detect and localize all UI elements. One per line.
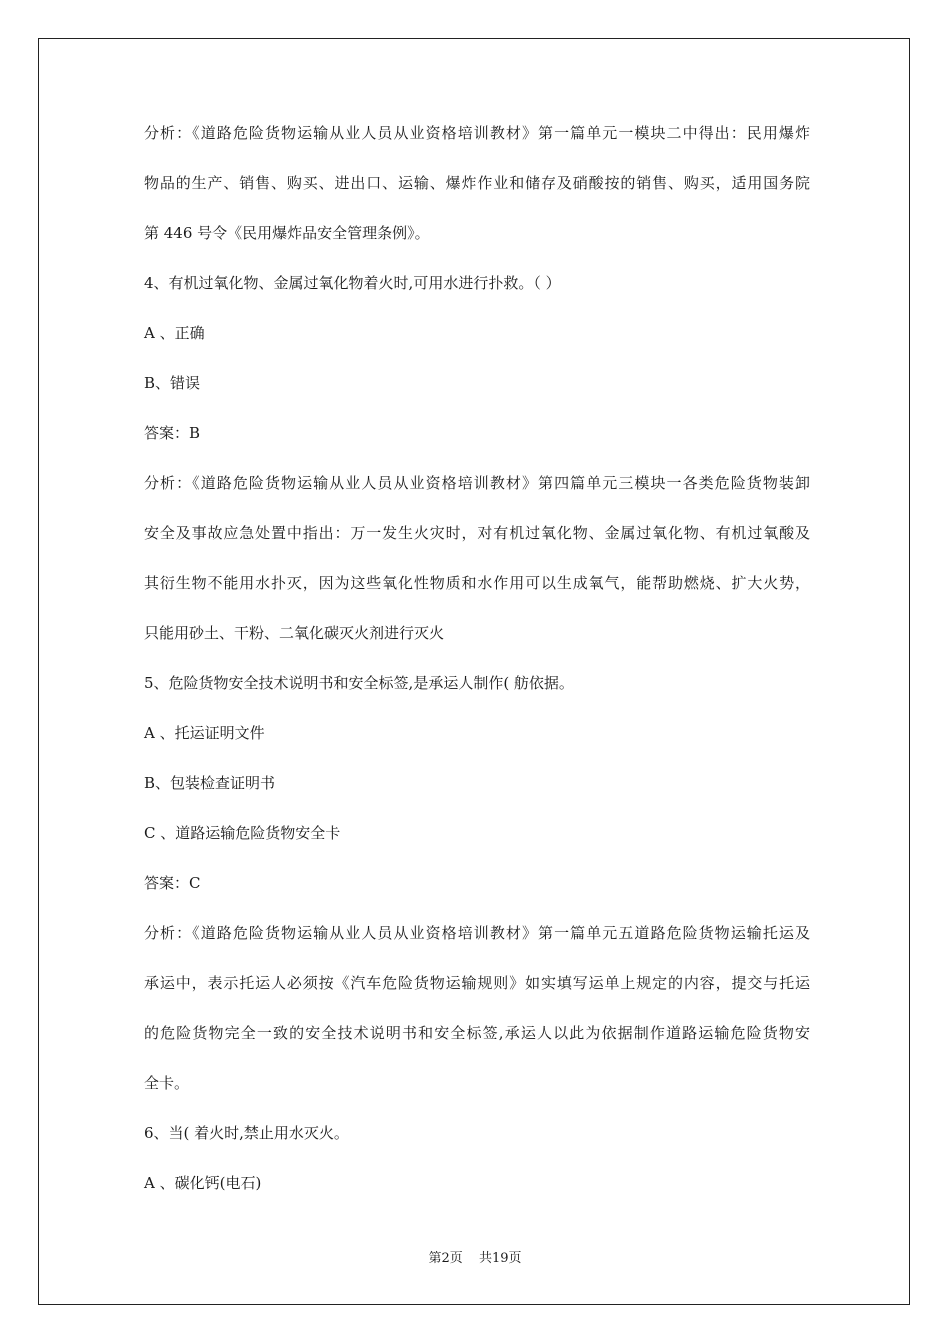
option-c: C 、道路运输危险货物安全卡	[144, 824, 341, 842]
paragraph-line: 的危险货物完全一致的安全技术说明书和安全标签,承运人以此为依据制作道路运输危险货物安	[144, 1024, 810, 1042]
page-footer	[0, 1247, 950, 1266]
paragraph-line: 第 446 号令《民用爆炸品安全管理条例》。	[144, 224, 430, 242]
option-b: B、包装检查证明书	[144, 774, 276, 792]
option-a: A 、托运证明文件	[144, 724, 265, 742]
option-b: B、错误	[144, 374, 201, 392]
paragraph-line: 物品的生产、销售、购买、进出口、运输、爆炸作业和储存及硝酸按的销售、购买，适用国务院	[144, 174, 810, 192]
question-4: 4、有机过氧化物、金属过氧化物着火时,可用水进行扑救。（ ）	[144, 274, 561, 292]
question-6: 6、当( 着火时,禁止用水灭火。	[144, 1124, 349, 1142]
paragraph-line: 分析：《道路危险货物运输从业人员从业资格培训教材》第一篇单元一模块二中得出：民用爆炸	[144, 124, 810, 142]
answer: 答案：C	[144, 874, 201, 892]
answer: 答案：B	[144, 424, 201, 442]
paragraph-line: 分析：《道路危险货物运输从业人员从业资格培训教材》第四篇单元三模块一各类危险货物装卸	[144, 474, 810, 492]
question-5: 5、危险货物安全技术说明书和安全标签,是承运人制作( 舫依据。	[144, 674, 574, 692]
paragraph-line: 全卡。	[144, 1074, 190, 1092]
page-number: 第2页	[428, 1251, 463, 1266]
page-total: 共19页	[478, 1251, 522, 1266]
paragraph-line: 安全及事故应急处置中指出：万一发生火灾时，对有机过氧化物、金属过氧化物、有机过氧酸及	[144, 524, 810, 542]
option-a: A 、碳化钙(电石)	[144, 1174, 262, 1192]
paragraph-line: 其衍生物不能用水扑灭，因为这些氧化性物质和水作用可以生成氧气，能帮助燃烧、扩大火势，	[144, 574, 810, 592]
option-a: A 、正确	[144, 324, 205, 342]
paragraph-line: 承运中，表示托运人必须按《汽车危险货物运输规则》如实填写运单上规定的内容，提交与托运	[144, 974, 810, 992]
paragraph-line: 分析：《道路危险货物运输从业人员从业资格培训教材》第一篇单元五道路危险货物运输托运及	[144, 924, 810, 942]
paragraph-line: 只能用砂土、干粉、二氧化碳灭火剂进行灭火	[144, 624, 445, 642]
